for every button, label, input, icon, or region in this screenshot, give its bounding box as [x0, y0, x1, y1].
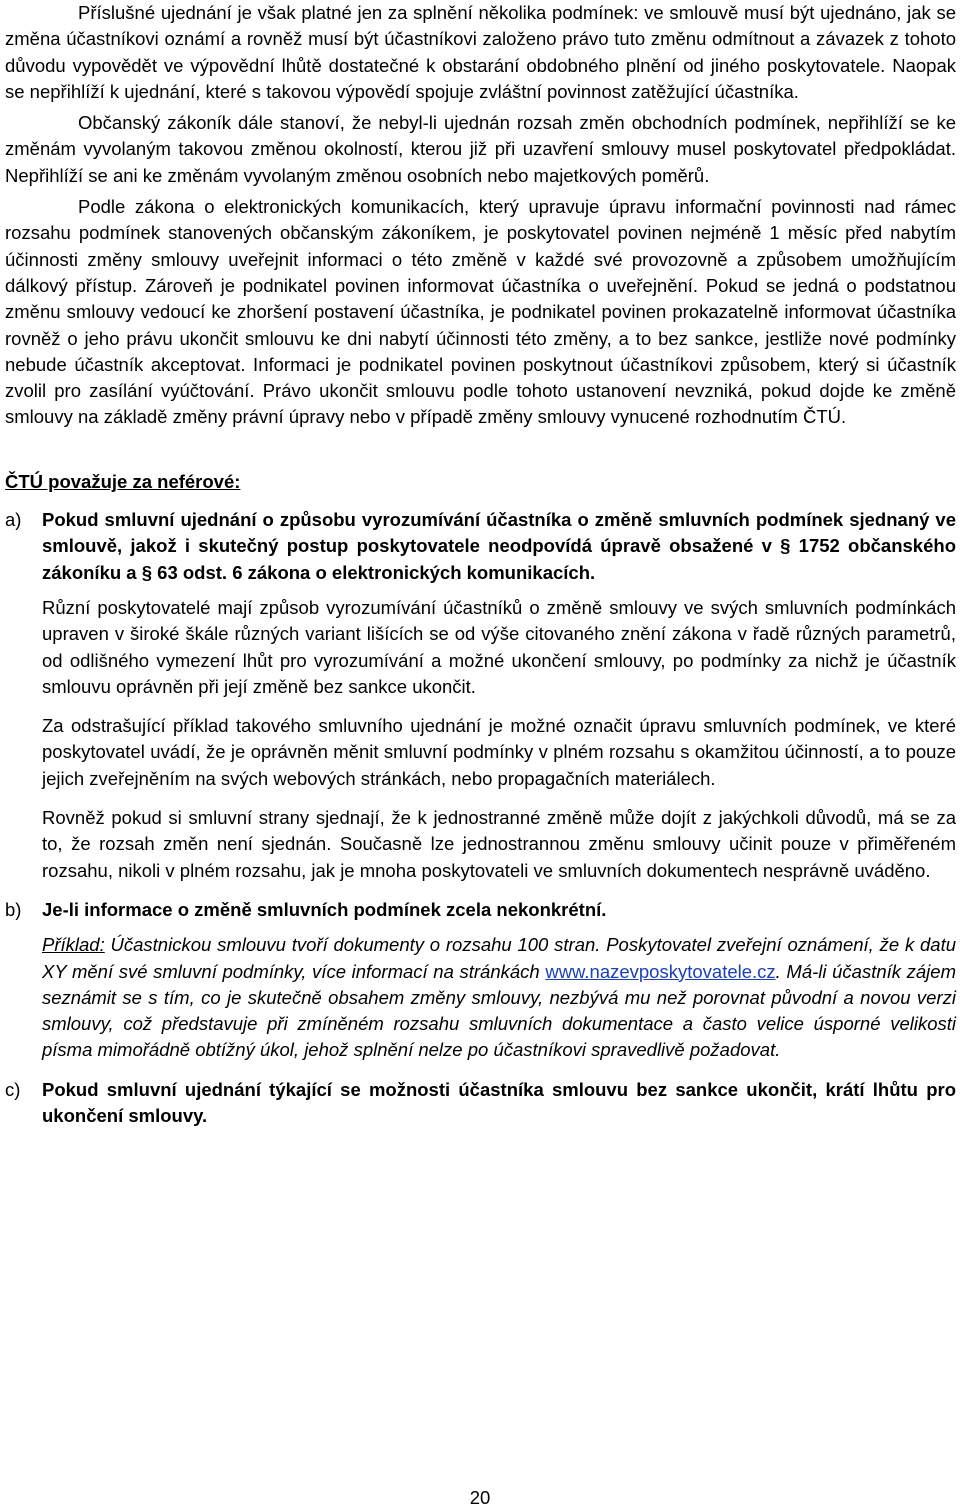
- list-item-title: Pokud smluvní ujednání týkající se možnosti účastníka smlouvu bez sankce ukončit, krátí lhůtu pro ukončení smlouvy.: [42, 1078, 956, 1126]
- paragraph-conditions: Příslušné ujednání je však platné jen za splnění několika podmínek: ve smlouvě musí být ujednáno, jak se změna účastníkovi oznámí a rovněž musí být účastníkovi založeno právo tuto změnu odmítnout a závazek z tohoto důvodu vypovědět ve výpovědní lhůtě dostatečné k obstarání obdobného plnění od jiného poskytovatele. Naopak se nepřihlíží k ujednání, které s takovou výpovědí spojuje zvláštní povinnost zatěžující účastníka.: [5, 2, 956, 102]
- list-item-b: [5, 897, 956, 1064]
- paragraph-electronic-communications-act: Podle zákona o elektronických komunikacích, který upravuje úpravu informační povinnosti nad rámec rozsahu podmínek stanovených občanským zákoníkem, je poskytovatel povinen nejméně 1 měsíc před nabytím účinnosti změny smlouvy uveřejnit informaci o této změně v každé své provozovně a způsobem umožňujícím dálkový přístup. Zároveň je podnikatel povinen informovat účastníka o uveřejnění. Pokud se jedná o podstatnou změnu smlouvy vedoucí ke zhoršení postavení účastníka, je podnikatel povinen prokazatelně informovat účastníka rovněž o jeho právu ukončit smlouvu ke dni nabytí účinnosti této změny, a to bez sankce, jestliže nové podmínky nebude účastník akceptovat. Informaci je podnikatel povinen poskytnout účastníkovi způsobem, který si účastník zvolil pro zasílání vyúčtování. Právo ukončit smlouvu podle tohoto ustanovení nevzniká, pokud dojde ke změně smlouvy na základě změny právní úpravy nebo v případě změny smlouvy vynucené rozhodnutím ČTÚ.: [5, 196, 956, 428]
- list-item-paragraph: Rovněž pokud si smluvní strany sjednají, že k jednostranné změně může dojít z jakýchkoli důvodů, má se za to, že rozsah změn není sjednán. Současně lze jednostrannou změnu smlouvy učinit pouze v přiměřeném rozsahu, nikoli v plném rozsahu, jak je mnoha poskytovateli ve smluvních dokumentech nesprávně uváděno.: [42, 807, 956, 881]
- list-item-paragraph: Za odstrašující příklad takového smluvního ujednání je možné označit úpravu smluvních podmínek, ve které poskytovatel uvádí, že je oprávněn měnit smluvní podmínky v plném rozsahu s okamžitou účinností, a to pouze jejich zveřejněním na svých webových stránkách, nebo propagačních materiálech.: [42, 715, 956, 789]
- page-number: 20: [469, 1487, 491, 1508]
- list-marker: b): [5, 898, 22, 920]
- provider-website-link[interactable]: www.nazevposkytovatele.cz: [545, 960, 776, 982]
- example-text-before: Účastnickou smlouvu tvoří dokumenty o rozsahu 100 stran. Poskytovatel zveřejní oznámení, že k datu XY mění své smluvní podmínky, více informací na stránkách: [42, 934, 956, 982]
- document-page: [5, 0, 956, 1138]
- example-paragraph: [42, 932, 956, 1063]
- list-item-title: Pokud smluvní ujednání o způsobu vyrozumívání účastníka o změně smluvních podmínek sjednaný ve smlouvě, jakož i skutečný postup poskytovatele neodpovídá úpravě obsažené v § 1752 občanského zákoníku a § 63 odst. 6 zákona o elektronických komunikacích.: [42, 509, 956, 583]
- list-marker: a): [5, 509, 22, 531]
- list-item-title: Je-li informace o změně smluvních podmínek zcela nekonkrétní.: [42, 898, 607, 920]
- list-item-c: [5, 1077, 956, 1130]
- list-item-paragraph: Různí poskytovatelé mají způsob vyrozumívání účastníků o změně smlouvy ve svých smluvních podmínkách upraven v široké škále různých variant lišících se od výše citovaného znění zákona v řadě různých parametrů, od odlišného vymezení lhůt pro vyrozumívání a možné ukončení smlouvy, po podmínky za nichž je účastník smlouvu oprávněn při její změně bez sankce ukončit.: [42, 596, 956, 697]
- section-heading: ČTÚ považuje za neférové:: [5, 470, 241, 492]
- example-label: Příklad:: [42, 934, 105, 956]
- example-text-after: . Má-li účastník zájem seznámit se s tím, co je skutečně obsahem změny smlouvy, nezbývá mu než porovnat původní a novou verzi smlouvy, což představuje při zmíněném rozsahu smluvních dokumentace a často velice úsporné velikosti písma mimořádně obtížný úkol, jehož splnění nelze po účastníkovi spravedlivě požadovat.: [42, 960, 956, 1061]
- list-marker: c): [5, 1078, 21, 1100]
- list-item-a: [5, 507, 956, 884]
- paragraph-civil-code: Občanský zákoník dále stanoví, že nebyl-li ujednán rozsah změn obchodních podmínek, nepřihlíží se ke změnám vyvolaným takovou změnou okolností, kterou již při uzavření smlouvy musel poskytovatel předpokládat. Nepřihlíží se ani ke změnám vyvolaným změnou osobních nebo majetkových poměrů.: [5, 112, 956, 186]
